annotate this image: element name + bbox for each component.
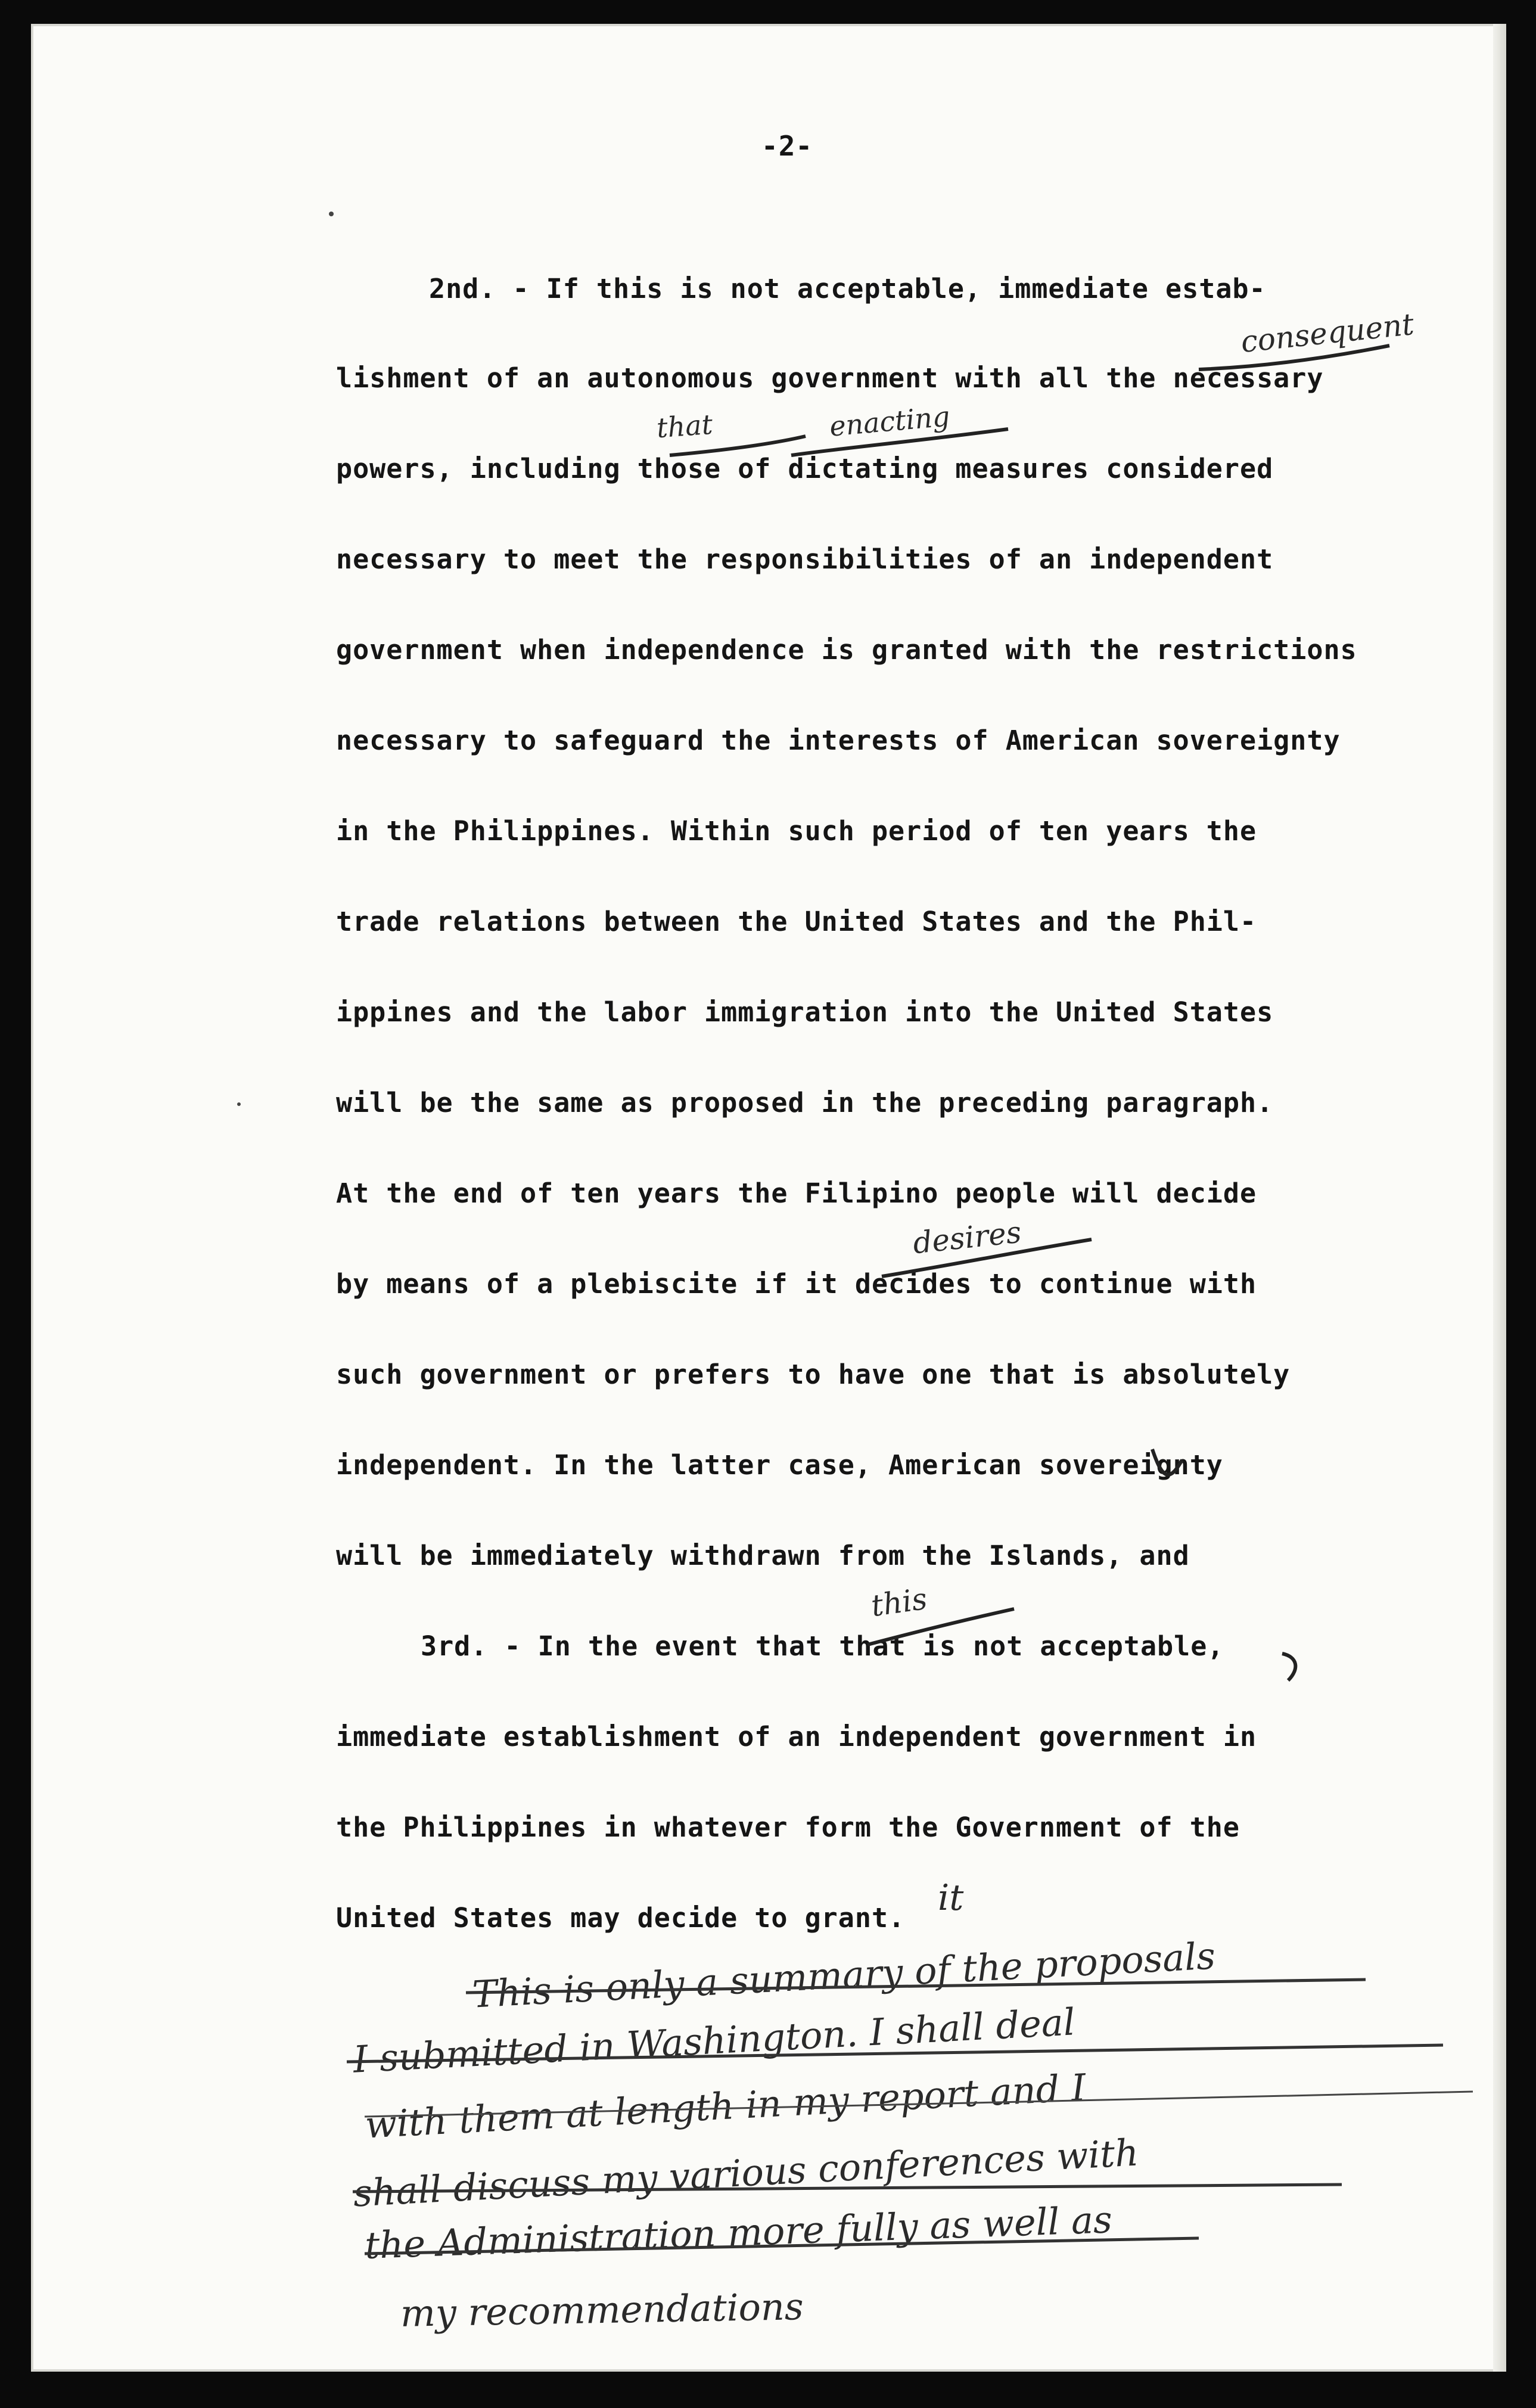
typed-line: powers, including those of dictating measures considered <box>336 453 1274 484</box>
document-page <box>31 24 1506 2372</box>
handwritten-note-line: with them at length in my report and I <box>363 2065 1087 2147</box>
handwritten-edit: it <box>938 1877 964 1919</box>
handwritten-note-line: I submitted in Washington. I shall deal <box>352 2000 1077 2081</box>
typed-line: necessary to safeguard the interests of American sovereignty <box>336 725 1341 756</box>
handwritten-note-line: the Administration more fully as well as <box>364 2198 1113 2267</box>
typed-line: such government or prefers to have one that is absolutely <box>336 1359 1291 1390</box>
typed-line: government when independence is granted with the restrictions <box>336 634 1357 666</box>
handwritten-note-line: my recommendations <box>400 2285 804 2335</box>
typed-line: will be the same as proposed in the preceding paragraph. <box>336 1087 1274 1118</box>
typed-line: United States may decide to grant. <box>336 1902 906 1934</box>
typed-line: 2nd. - If this is not acceptable, immediate estab- <box>429 273 1266 305</box>
handwritten-edit: enacting <box>828 400 952 443</box>
handwritten-note-line: This is only a summary of the proposals <box>471 1934 1217 2016</box>
page-number: -2- <box>761 130 813 162</box>
typed-line: the Philippines in whatever form the Government of the <box>336 1812 1240 1843</box>
handwritten-edit: this <box>869 1581 929 1624</box>
typed-line: by means of a plebiscite if it decides to continue with <box>336 1268 1257 1300</box>
typed-line: ippines and the labor immigration into the United States <box>336 996 1274 1028</box>
typed-line: in the Philippines. Within such period of ten years the <box>336 815 1257 847</box>
typed-line: trade relations between the United States and the Phil- <box>336 906 1257 937</box>
typed-line: necessary to meet the responsibilities of an independent <box>336 543 1274 575</box>
typed-line: lishment of an autonomous government with all the necessary <box>336 362 1324 394</box>
typed-line: 3rd. - In the event that that is not acceptable, <box>421 1630 1224 1662</box>
handwritten-edit: that <box>655 408 714 445</box>
handwritten-edit: desires <box>911 1214 1023 1261</box>
handwritten-note-line: shall discuss my various conferences with <box>352 2130 1140 2216</box>
handwritten-edit: consequent <box>1239 306 1416 360</box>
typed-line: At the end of ten years the Filipino people will decide <box>336 1177 1257 1209</box>
handwritten-strike-marks <box>31 24 1506 2372</box>
typed-line: immediate establishment of an independent government in <box>336 1721 1257 1753</box>
typed-line: independent. In the latter case, American sovereignty <box>336 1449 1223 1481</box>
typed-line: will be immediately withdrawn from the Islands, and <box>336 1540 1190 1571</box>
